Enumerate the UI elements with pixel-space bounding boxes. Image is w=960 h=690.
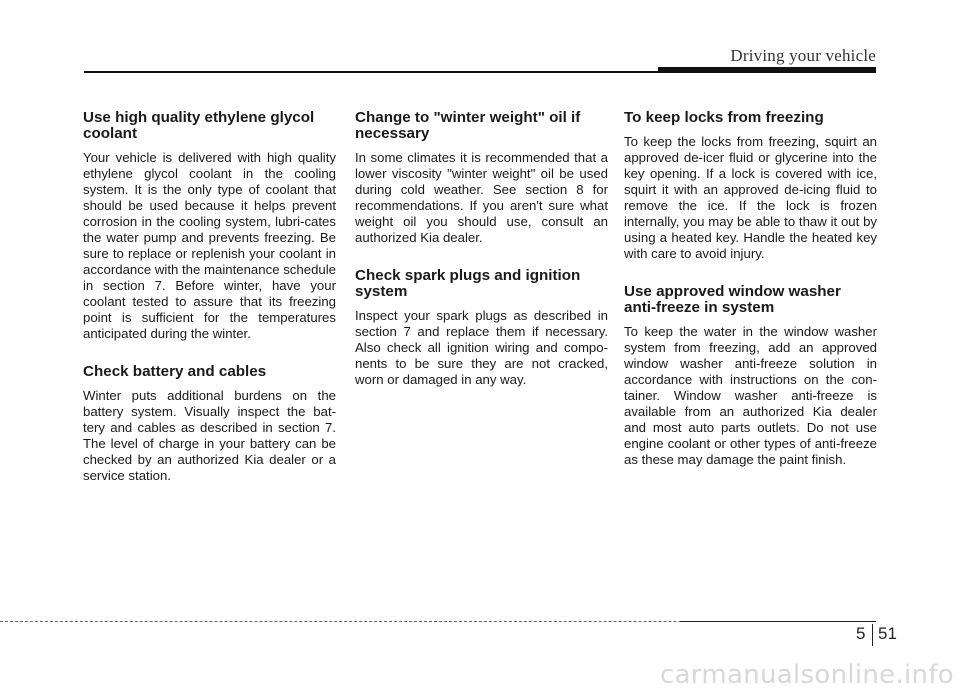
page-number: 51	[878, 624, 897, 643]
page-number-divider	[872, 624, 873, 646]
heading-locks: To keep locks from freezing	[624, 109, 824, 126]
section-number: 5	[856, 624, 866, 643]
heading-coolant: Use high quality ethylene glycol coolant	[83, 109, 315, 142]
column-middle	[355, 110, 608, 410]
footer-rule-solid	[680, 621, 876, 622]
running-title: Driving your vehicle	[730, 46, 876, 65]
body-battery: Winter puts additional burdens on the battery system. Visually inspect the bat-tery and cables as described in section 7. The level of charge in your battery can be checked by an authorized Kia dealer or a service station.	[83, 388, 336, 483]
heading-washer: Use approved window washer anti-freeze in system	[624, 283, 841, 316]
heading-battery: Check battery and cables	[83, 363, 267, 380]
column-left	[83, 110, 336, 506]
heading-oil: Change to "winter weight" oil if necessary	[355, 109, 581, 142]
heading-spark-plugs: Check spark plugs and ignition system	[355, 267, 581, 300]
body-washer: To keep the water in the window washer system from freezing, add an approved window washer anti-freeze solution in accordance with instructions on the con-tainer. Window washer anti-freeze is available from an authorized Kia dealer and most auto parts outlets. Do not use engine coolant or other types of anti-freeze as these may damage the paint finish.	[624, 324, 877, 467]
body-coolant: Your vehicle is delivered with high quality ethylene glycol coolant in the cooling system. It is the only type of coolant that should be used because it helps prevent corrosion in the cooling system, lubri-cates the water pump and prevents freezing. Be sure to replace or replenish your coolant in accordance with the maintenance schedule in section 7. Before winter, have your coolant tested to assure that its freezing point is sufficient for the temperatures anticipated during the winter.	[83, 150, 336, 341]
column-right	[624, 110, 877, 490]
body-locks: To keep the locks from freezing, squirt an approved de-icer fluid or glycerine into the key opening. If a lock is covered with ice, squirt it with an approved de-icing fluid to remove the ice. If the lock is frozen internally, you may be able to thaw it out by using a heated key. Handle the heated key with care to avoid injury.	[624, 134, 877, 261]
watermark: carmanualsonline.info	[659, 660, 954, 690]
header-rule-accent	[658, 67, 876, 72]
body-oil: In some climates it is recommended that a lower viscosity "winter weight" oil be used during cold weather. See section 8 for recommendations. If you aren't sure what weight oil you should use, consult an authorized Kia dealer.	[355, 150, 608, 245]
body-spark-plugs: Inspect your spark plugs as described in section 7 and replace them if necessary. Also check all ignition wiring and compo-nents to be sure they are not cracked, worn or damaged in any way.	[355, 308, 608, 387]
